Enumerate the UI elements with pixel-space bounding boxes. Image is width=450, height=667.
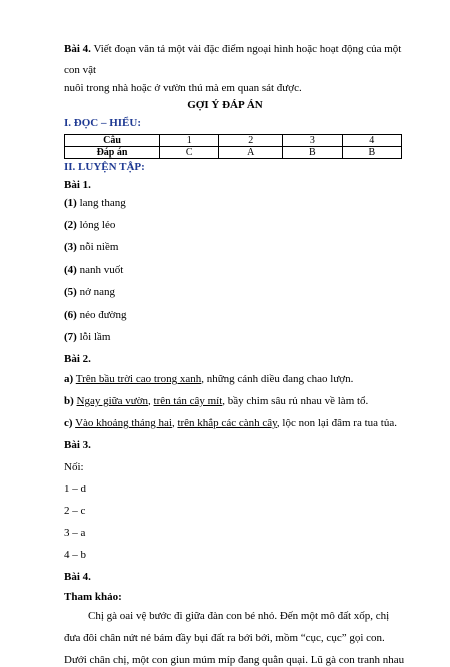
- separator: ,: [171, 417, 178, 429]
- task4-line1: [64, 42, 401, 56]
- bai2-a-prefix: a): [64, 373, 74, 385]
- table-header-cau: Câu: [65, 135, 160, 147]
- list-item: [64, 330, 110, 344]
- item-number: (2): [64, 219, 77, 231]
- bai2-line-b: [64, 394, 368, 408]
- list-item: 1 – d: [64, 483, 86, 495]
- underlined-phrase: Ngay giữa vườn: [76, 395, 149, 407]
- section-reading-heading: I. ĐỌC – HIỂU:: [64, 117, 142, 129]
- answer-title: GỢI Ý ĐÁP ÁN: [187, 99, 263, 111]
- table-cell: B: [283, 147, 342, 159]
- task4-label: Bài 4.: [64, 43, 91, 55]
- bai2-label: Bài 2.: [64, 353, 91, 365]
- table-cell: 3: [283, 135, 342, 147]
- table-cell: C: [160, 147, 219, 159]
- table-cell: 1: [160, 135, 219, 147]
- list-item: [64, 285, 115, 299]
- list-item: [64, 218, 115, 232]
- item-number: (1): [64, 197, 77, 209]
- item-text: nỗi niềm: [76, 241, 119, 253]
- bai2-c-rest: , lộc non lại đâm ra tua tủa.: [276, 417, 397, 429]
- separator: ,: [148, 395, 154, 407]
- item-number: (5): [64, 286, 77, 298]
- table-cell: 4: [342, 135, 401, 147]
- underlined-phrase: trên khắp các cành cây: [177, 417, 277, 429]
- item-text: nẻo đường: [76, 309, 127, 321]
- bai2-c-prefix: c): [64, 417, 73, 429]
- item-number: (6): [64, 309, 77, 321]
- table-cell: B: [342, 147, 401, 159]
- answer-table: [64, 134, 402, 159]
- underlined-phrase: Vào khoảng tháng hai: [75, 417, 172, 429]
- bai4-label: Bài 4.: [64, 571, 91, 583]
- list-item: 4 – b: [64, 549, 86, 561]
- bai2-b-rest: , bầy chim sâu rủ nhau về làm tổ.: [222, 395, 369, 407]
- section-practice-heading: II. LUYỆN TẬP:: [64, 161, 145, 173]
- item-text: lang thang: [76, 197, 126, 209]
- table-cell: 2: [219, 135, 283, 147]
- item-text: lỗi lầm: [76, 331, 111, 343]
- bai3-intro: Nối:: [64, 461, 84, 473]
- task4-line3: nuôi trong nhà hoặc ở vườn thú mà em quan sát được.: [64, 82, 302, 94]
- bai2-b-prefix: b): [64, 395, 74, 407]
- item-number: (4): [64, 264, 77, 276]
- bai2-a-rest: , những cánh diều đang chao lượn.: [201, 373, 354, 385]
- bai2-line-c: [64, 416, 397, 430]
- table-header-dap-an: Đáp án: [65, 147, 160, 159]
- list-item: 2 – c: [64, 505, 86, 517]
- list-item: [64, 263, 123, 277]
- list-item: [64, 196, 126, 210]
- list-item: [64, 240, 118, 254]
- bai2-line-a: [64, 372, 353, 386]
- paragraph-line: Chị gà oai vệ bước đi giữa đàn con bé nhỏ. Đến một mô đất xốp, chị: [88, 610, 390, 622]
- bai4-reference-label: Tham khảo:: [64, 591, 122, 603]
- bai1-label: Bài 1.: [64, 179, 91, 191]
- item-text: nở nang: [76, 286, 116, 298]
- paragraph-line: đưa đôi chân nứt nẻ bám đầy bụi đất ra bới bới, mồm “cục, cục” gọi con.: [64, 632, 385, 644]
- list-item: 3 – a: [64, 527, 86, 539]
- underlined-phrase: trên tán cây mít: [153, 395, 223, 407]
- table-row: [65, 135, 402, 147]
- item-text: nanh vuốt: [76, 264, 124, 276]
- table-cell: A: [219, 147, 283, 159]
- task4-text-1: Viết đoạn văn tả một vài đặc điểm ngoại hình hoặc hoạt động của một: [90, 43, 402, 55]
- item-number: (3): [64, 241, 77, 253]
- paragraph-line: Dưới chân chị, một con giun múm míp đang quằn quại. Lũ gà con tranh nhau: [64, 654, 405, 666]
- table-row: [65, 147, 402, 159]
- bai3-label: Bài 3.: [64, 439, 91, 451]
- task4-line2: con vật: [64, 64, 97, 76]
- item-number: (7): [64, 331, 77, 343]
- item-text: lỏng lẻo: [76, 219, 116, 231]
- list-item: [64, 308, 127, 322]
- underlined-phrase: Trên bầu trời cao trong xanh: [75, 373, 202, 385]
